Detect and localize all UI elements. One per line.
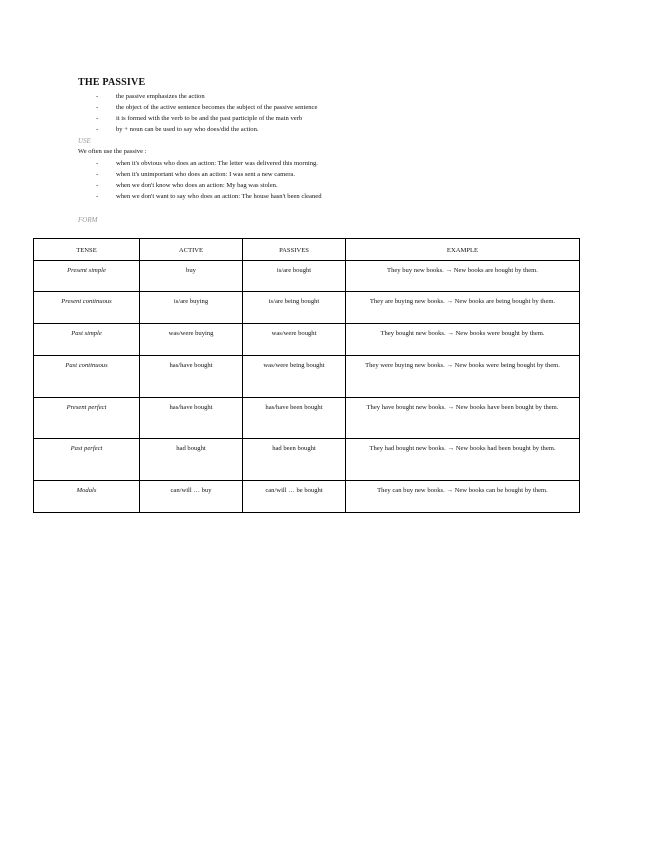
bullet-dash: - <box>96 182 99 189</box>
cell-active: buy <box>140 261 243 292</box>
list-item-text: it is formed with the verb to be and the past participle of the main verb <box>116 115 303 122</box>
bullet-dash: - <box>96 160 99 167</box>
list-item <box>96 124 317 135</box>
cell-tense: Present simple <box>34 261 140 292</box>
document-title: THE PASSIVE <box>78 77 146 88</box>
table-row <box>34 324 580 356</box>
list-item-text: by + noun can be used to say who does/did the action. <box>116 126 259 133</box>
cell-tense: Modals <box>34 481 140 513</box>
table-row <box>34 439 580 481</box>
list-item-text: when it's unimportant who does an action: I was sent a new camera. <box>116 171 295 178</box>
table-row <box>34 481 580 513</box>
cell-tense: Past continuous <box>34 356 140 398</box>
cell-passive: can/will … be bought <box>243 481 346 513</box>
bullet-dash: - <box>96 171 99 178</box>
header-tense: TENSE <box>34 239 140 261</box>
header-passives: PASSIVES <box>243 239 346 261</box>
cell-tense: Present continuous <box>34 292 140 324</box>
use-heading: USE <box>78 137 91 145</box>
list-item-text: when we don't know who does an action: My bag was stolen. <box>116 182 278 189</box>
cell-tense: Past simple <box>34 324 140 356</box>
list-item <box>96 180 322 191</box>
intro-list <box>96 91 318 135</box>
use-list <box>96 158 322 202</box>
cell-example: They had bought new books. → New books had been bought by them. <box>346 439 580 481</box>
bullet-dash: - <box>96 104 99 111</box>
table-row <box>34 356 580 398</box>
table-row <box>34 398 580 439</box>
cell-tense: Present perfect <box>34 398 140 439</box>
list-item <box>96 191 322 202</box>
cell-passive: has/have been bought <box>243 398 346 439</box>
bullet-dash: - <box>96 126 99 133</box>
cell-example: They bought new books. → New books were bought by them. <box>346 324 580 356</box>
cell-tense: Past perfect <box>34 439 140 481</box>
cell-passive: is/are being bought <box>243 292 346 324</box>
bullet-dash: - <box>96 115 99 122</box>
list-item-text: when it's obvious who does an action: The letter was delivered this morning. <box>116 160 318 167</box>
cell-example: They buy new books. → New books are bought by them. <box>346 261 580 292</box>
header-active: ACTIVE <box>140 239 243 261</box>
table-row <box>34 261 580 292</box>
bullet-dash: - <box>96 193 99 200</box>
cell-active: can/will … buy <box>140 481 243 513</box>
list-item <box>96 169 322 180</box>
cell-active: has/have bought <box>140 398 243 439</box>
cell-passive: had been bought <box>243 439 346 481</box>
cell-active: has/have bought <box>140 356 243 398</box>
list-item <box>96 158 322 169</box>
cell-example: They can buy new books. → New books can be bought by them. <box>346 481 580 513</box>
cell-active: had bought <box>140 439 243 481</box>
passive-tense-table <box>33 238 580 513</box>
cell-passive: is/are bought <box>243 261 346 292</box>
cell-passive: was/were bought <box>243 324 346 356</box>
cell-example: They have bought new books. → New books have been bought by them. <box>346 398 580 439</box>
list-item <box>96 113 317 124</box>
form-heading: FORM <box>78 216 98 224</box>
table-row <box>34 292 580 324</box>
list-item-text: the object of the active sentence becomes the subject of the passive sentence <box>116 104 318 111</box>
use-intro: We often use the passive : <box>78 148 147 155</box>
cell-active: is/are buying <box>140 292 243 324</box>
cell-example: They are buying new books. → New books are being bought by them. <box>346 292 580 324</box>
bullet-dash: - <box>96 93 99 100</box>
cell-active: was/were buying <box>140 324 243 356</box>
cell-passive: was/were being bought <box>243 356 346 398</box>
list-item-text: when we don't want to say who does an action: The house hasn't been cleaned <box>116 193 322 200</box>
list-item-text: the passive emphasizes the action <box>116 93 205 100</box>
list-item <box>96 102 318 113</box>
list-item <box>96 91 317 102</box>
cell-example: They were buying new books. → New books were being bought by them. <box>346 356 580 398</box>
header-example: EXAMPLE <box>346 239 580 261</box>
table-header-row <box>34 239 580 261</box>
